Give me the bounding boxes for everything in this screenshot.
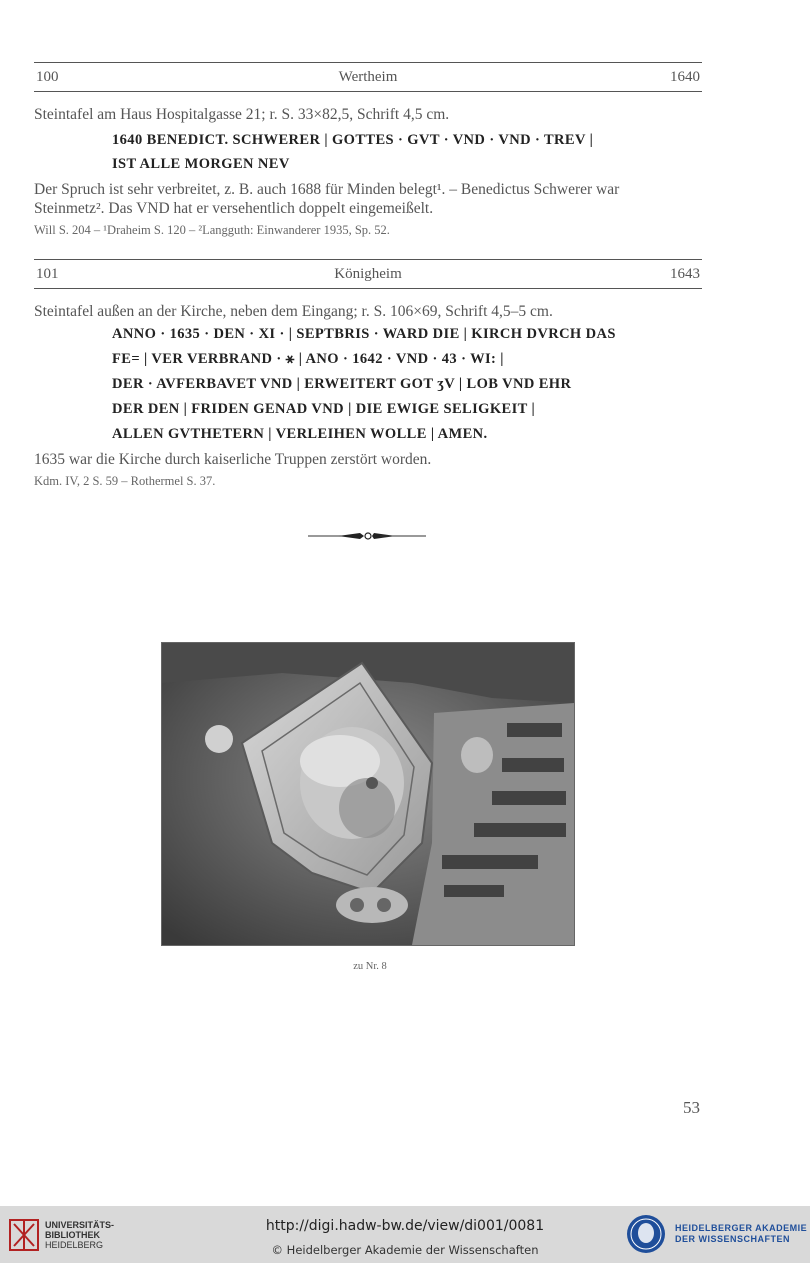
entry-year: 1643: [670, 266, 700, 282]
stone-relief-photo: [161, 642, 575, 946]
academy-seal-icon[interactable]: [626, 1214, 666, 1254]
page-number: 53: [683, 1098, 700, 1117]
entry-header: [34, 69, 702, 91]
document-url-link[interactable]: http://digi.hadw-bw.de/view/di001/0081: [265, 1218, 545, 1234]
inscription-line: ALLEN GVTHETERN | VERLEIHEN WOLLE | AMEN.: [112, 426, 488, 442]
entry-year: 1640: [670, 69, 700, 85]
university-library-name: UNIVERSITÄTS- BIBLIOTHEK HEIDELBERG: [45, 1220, 115, 1250]
inscription-line: DER DEN | FRIDEN GENAD VND | DIE EWIGE SELIGKEIT |: [112, 401, 536, 417]
entry-place: Wertheim: [338, 69, 398, 85]
entry-description: Steintafel außen an der Kirche, neben dem Eingang; r. S. 106×69, Schrift 4,5–5 cm.: [34, 303, 553, 320]
inscription-line: 1640 BENEDICT. SCHWERER | GOTTES · GVT · VND · VND · TREV |: [112, 132, 594, 148]
inscription-line: IST ALLE MORGEN NEV: [112, 156, 290, 172]
inscription-line: ANNO · 1635 · DEN · XI · | SEPTBRIS · WARD DIE | KIRCH DVRCH DAS: [112, 326, 616, 342]
entry-number: 101: [36, 266, 59, 282]
inscription-line: DER · AVFERBAVET VND | ERWEITERT GOT ʒV | LOB VND EHR: [112, 376, 572, 392]
commentary-line: Steinmetz². Das VND hat er versehentlich doppelt eingemeißelt.: [34, 200, 434, 217]
copyright-text: © Heidelberger Akademie der Wissenschaften: [271, 1243, 539, 1257]
entry-place: Königheim: [334, 266, 402, 282]
ornament-divider: [308, 530, 426, 542]
commentary-line: Der Spruch ist sehr verbreitet, z. B. auch 1688 für Minden belegt¹. – Benedictus Schwerer war: [34, 181, 620, 198]
header-rule-bottom: [34, 91, 702, 92]
entry-number: 100: [36, 69, 59, 85]
figure-caption: zu Nr. 8: [353, 961, 387, 972]
entry-header: [34, 266, 702, 288]
commentary-line: 1635 war die Kirche durch kaiserliche Truppen zerstört worden.: [34, 451, 432, 468]
inscription-line: FE= | VER VERBRAND · ⚹ | ANO · 1642 · VND · 43 · WI: |: [112, 351, 504, 367]
footer-bar: [0, 1206, 810, 1263]
references: Kdm. IV, 2 S. 59 – Rothermel S. 37.: [34, 474, 216, 488]
header-rule-top: [34, 62, 702, 63]
header-rule-top: [34, 259, 702, 260]
references: Will S. 204 – ¹Draheim S. 120 – ²Langguth: Einwanderer 1935, Sp. 52.: [34, 223, 390, 237]
academy-name: HEIDELBERGER AKADEMIE DER WISSENSCHAFTEN: [675, 1223, 808, 1244]
header-rule-bottom: [34, 288, 702, 289]
entry-description: Steintafel am Haus Hospitalgasse 21; r. S. 33×82,5, Schrift 4,5 cm.: [34, 106, 450, 123]
